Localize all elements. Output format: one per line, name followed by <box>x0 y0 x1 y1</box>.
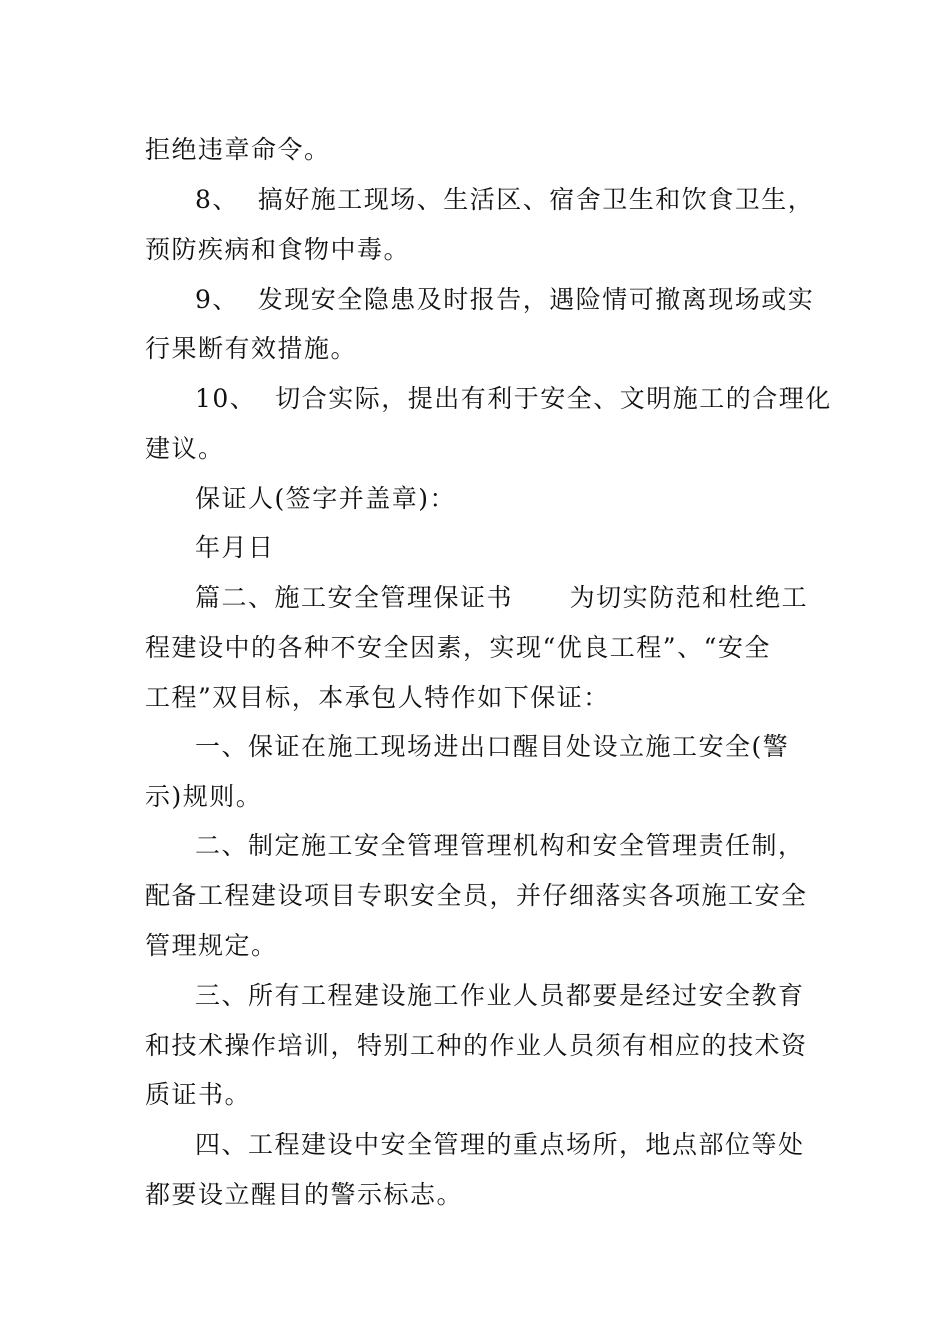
text-line: 三、所有工程建设施工作业人员都要是经过安全教育 <box>195 981 805 1010</box>
text-line: 工程”双目标，本承包人特作如下保证： <box>145 683 610 712</box>
text-line: 管理规定。 <box>145 931 278 960</box>
text-line: 一、保证在施工现场进出口醒目处设立施工安全(警 <box>195 732 790 761</box>
text-line: 年月日 <box>195 533 275 562</box>
text-line: 9、 发现安全隐患及时报告，遇险情可撤离现场或实 <box>195 285 815 314</box>
text-line: 篇二、施工安全管理保证书 为切实防范和杜绝工 <box>195 583 809 612</box>
text-line: 10、 切合实际，提出有利于安全、文明施工的合理化 <box>195 384 832 413</box>
text-line: 8、 搞好施工现场、生活区、宿舍卫生和饮食卫生， <box>195 185 815 214</box>
text-line: 和技术操作培训，特别工种的作业人员须有相应的技术资 <box>145 1031 808 1060</box>
text-line: 质证书。 <box>145 1080 252 1109</box>
text-line: 行果断有效措施。 <box>145 334 358 363</box>
text-line: 二、制定施工安全管理管理机构和安全管理责任制， <box>195 831 805 860</box>
text-line: 建议。 <box>145 434 225 463</box>
text-line: 示)规则。 <box>145 782 263 811</box>
text-line: 预防疾病和食物中毒。 <box>145 235 411 264</box>
text-line: 配备工程建设项目专职安全员，并仔细落实各项施工安全 <box>145 881 808 910</box>
text-line: 四、工程建设中安全管理的重点场所，地点部位等处 <box>195 1130 805 1159</box>
text-line: 拒绝违章命令。 <box>145 135 331 164</box>
text-line: 都要设立醒目的警示标志。 <box>145 1180 464 1209</box>
text-line: 程建设中的各种不安全因素，实现“优良工程”、“安全 <box>145 633 771 662</box>
text-line: 保证人(签字并盖章)： <box>195 484 457 513</box>
